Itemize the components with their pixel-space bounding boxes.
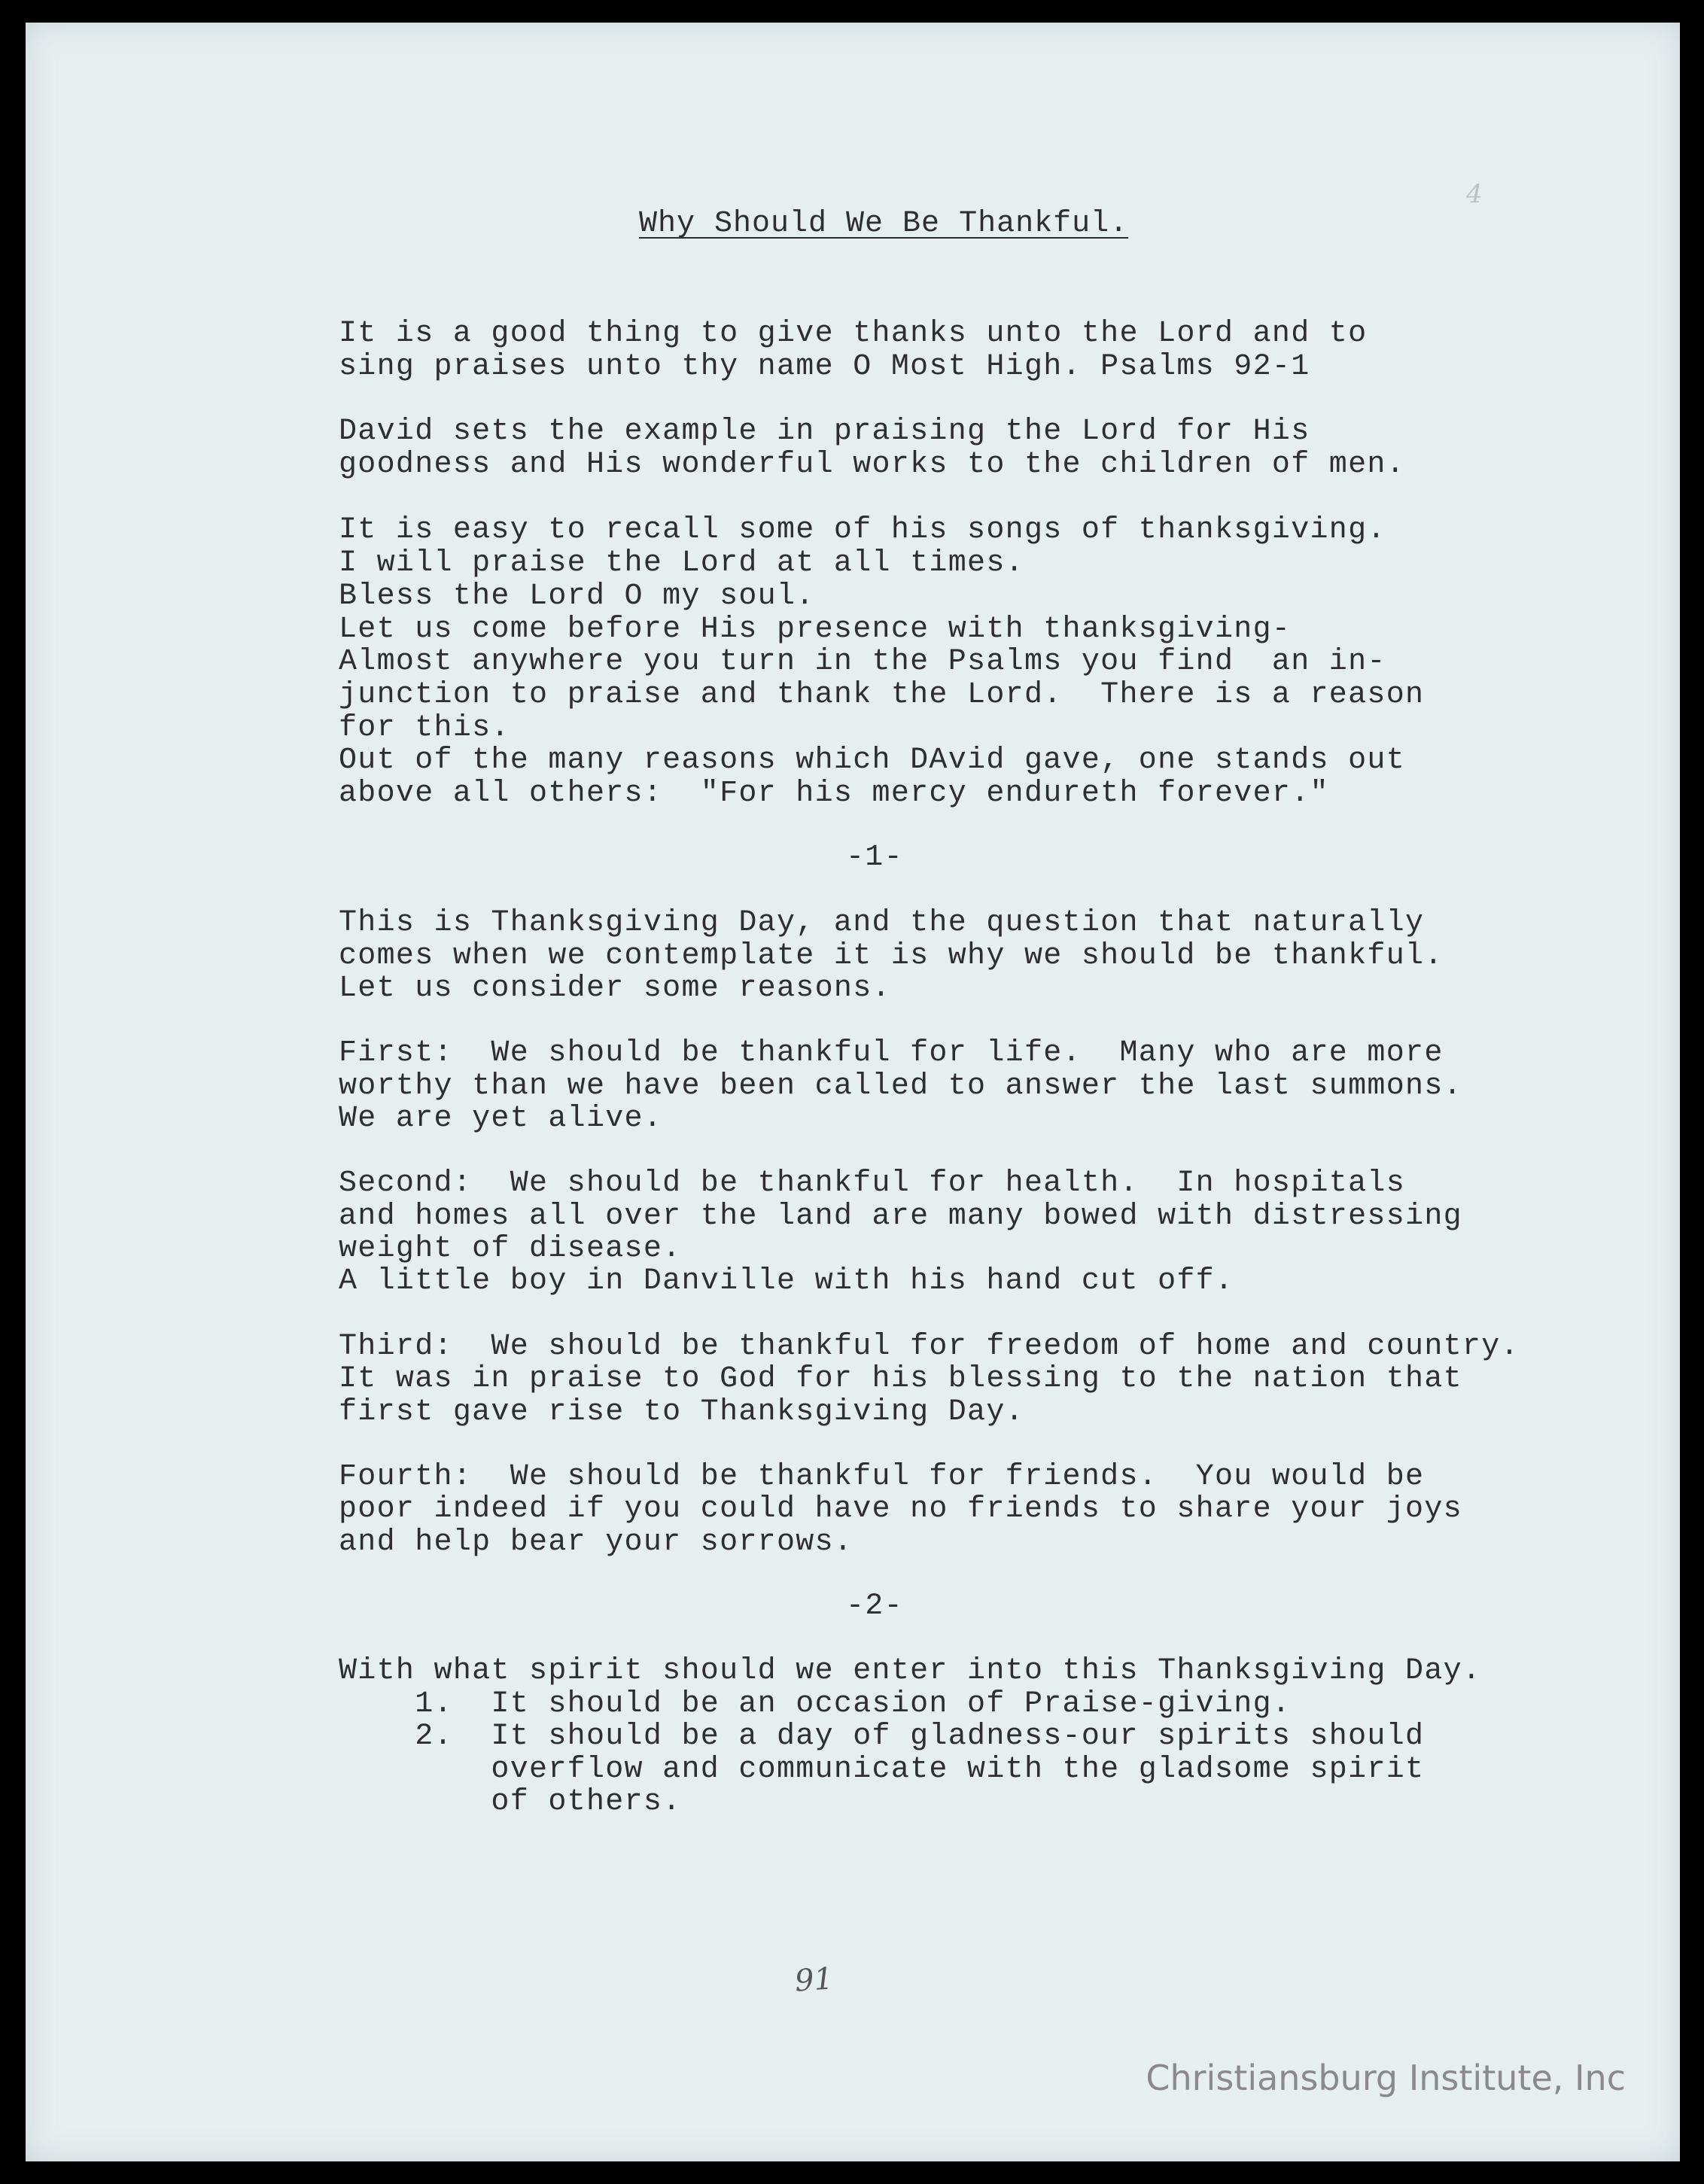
text-line: above all others: "For his mercy endureth forever." [339, 777, 1329, 811]
text-line: junction to praise and thank the Lord. There is a reason [339, 678, 1425, 712]
text-line: overflow and communicate with the gladsome spirit [339, 1753, 1425, 1787]
text-line: We are yet alive. [339, 1102, 663, 1136]
text-line: Let us consider some reasons. [339, 972, 891, 1005]
section-marker: -1- [846, 841, 903, 875]
text-line: This is Thanksgiving Day, and the question that naturally [339, 906, 1425, 940]
text-line: It is easy to recall some of his songs of thanksgiving. [339, 513, 1386, 547]
text-line: sing praises unto thy name O Most High. Psalms 92-1 [339, 350, 1310, 384]
text-line: worthy than we have been called to answer the last summons. [339, 1069, 1462, 1103]
text-line: weight of disease. [339, 1232, 682, 1266]
text-line: Almost anywhere you turn in the Psalms you find an in- [339, 645, 1386, 679]
text-line: Bless the Lord O my soul. [339, 579, 815, 613]
text-line: 2. It should be a day of gladness-our spirits should [339, 1720, 1425, 1754]
text-line: first gave rise to Thanksgiving Day. [339, 1395, 1024, 1429]
text-line: for this. [339, 711, 510, 745]
text-line: It is a good thing to give thanks unto the Lord and to [339, 317, 1368, 351]
text-line: Third: We should be thankful for freedom of home and country. [339, 1330, 1520, 1364]
text-line: poor indeed if you could have no friends to share your joys [339, 1492, 1462, 1526]
document-title: Why Should We Be Thankful. [639, 207, 1129, 241]
text-line: goodness and His wonderful works to the children of men. [339, 448, 1406, 482]
section-marker: -2- [846, 1589, 903, 1623]
text-line: Let us come before His presence with thanksgiving- [339, 613, 1292, 646]
watermark: Christiansburg Institute, Inc [1146, 2058, 1626, 2098]
text-line: Fourth: We should be thankful for friends. You would be [339, 1460, 1425, 1494]
text-line: comes when we contemplate it is why we should be thankful. [339, 939, 1444, 973]
text-line: 1. It should be an occasion of Praise-giving. [339, 1687, 1292, 1721]
text-line: and homes all over the land are many bowed with distressing [339, 1200, 1462, 1233]
text-line: Second: We should be thankful for health. In hospitals [339, 1167, 1406, 1200]
text-line: First: We should be thankful for life. Many who are more [339, 1036, 1444, 1070]
text-line: Out of the many reasons which DAvid gave, one stands out [339, 744, 1406, 777]
text-line: of others. [339, 1785, 682, 1819]
text-line: David sets the example in praising the Lord for His [339, 415, 1310, 449]
handwritten-page-number: 91 [793, 1961, 835, 1999]
corner-pencil-mark: 4 [1466, 179, 1483, 209]
text-line: A little boy in Danville with his hand cut off. [339, 1264, 1234, 1298]
text-line: It was in praise to God for his blessing to the nation that [339, 1362, 1462, 1396]
text-line: and help bear your sorrows. [339, 1525, 854, 1559]
text-line: With what spirit should we enter into this Thanksgiving Day. [339, 1654, 1482, 1688]
text-line: I will praise the Lord at all times. [339, 546, 1024, 580]
